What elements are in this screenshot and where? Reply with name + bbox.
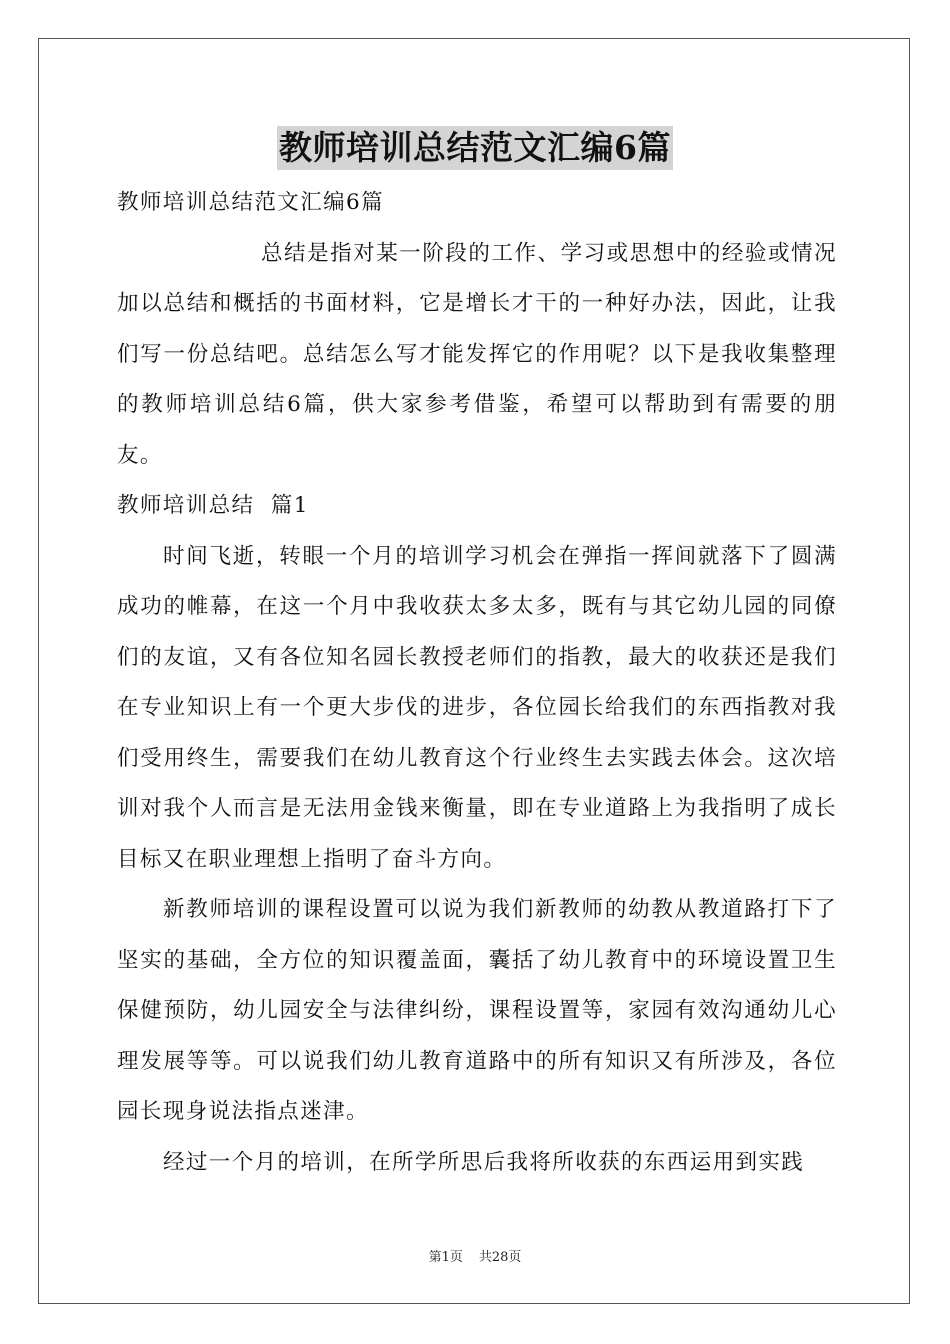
body-paragraph-3: 经过一个月的培训，在所学所思后我将所收获的东西运用到实践	[163, 1149, 805, 1175]
title-area	[0, 126, 950, 170]
document-title: 教师培训总结范文汇编6篇	[277, 126, 673, 170]
page-total: 共28页	[478, 1250, 522, 1265]
intro-paragraph: 总结是指对某一阶段的工作、学习或思想中的经验或情况加以总结和概括的书面材料，它是增长才干的一种好办法，因此，让我们写一份总结吧。总结怎么写才能发挥它的作用呢？以下是我收集整理的教师培训总结6篇，供大家参考借鉴，希望可以帮助到有需要的朋友。	[117, 240, 837, 468]
page-number: 第1页	[428, 1250, 463, 1265]
body-paragraph-2: 新教师培训的课程设置可以说为我们新教师的幼教从教道路打下了坚实的基础，全方位的知识覆盖面，囊括了幼儿教育中的环境设置卫生保健预防，幼儿园安全与法律纠纷，课程设置等，家园有效沟通幼儿心理发展等等。可以说我们幼儿教育道路中的所有知识又有所涉及，各位园长现身说法指点迷津。	[117, 897, 837, 1124]
document-subtitle: 教师培训总结范文汇编6篇	[117, 190, 384, 215]
section-heading: 教师培训总结 篇1	[117, 493, 309, 518]
page-footer	[0, 1246, 950, 1265]
body-paragraph-1: 时间飞逝，转眼一个月的培训学习机会在弹指一挥间就落下了圆满成功的帷幕，在这一个月中我收获太多太多，既有与其它幼儿园的同僚们的友谊，又有各位知名园长教授老师们的指教，最大的收获还是我们在专业知识上有一个更大步伐的进步，各位园长给我们的东西指教对我们受用终生，需要我们在幼儿教育这个行业终生去实践去体会。这次培训对我个人而言是无法用金钱来衡量，即在专业道路上为我指明了成长目标又在职业理想上指明了奋斗方向。	[117, 543, 837, 872]
document-body	[117, 178, 837, 1188]
